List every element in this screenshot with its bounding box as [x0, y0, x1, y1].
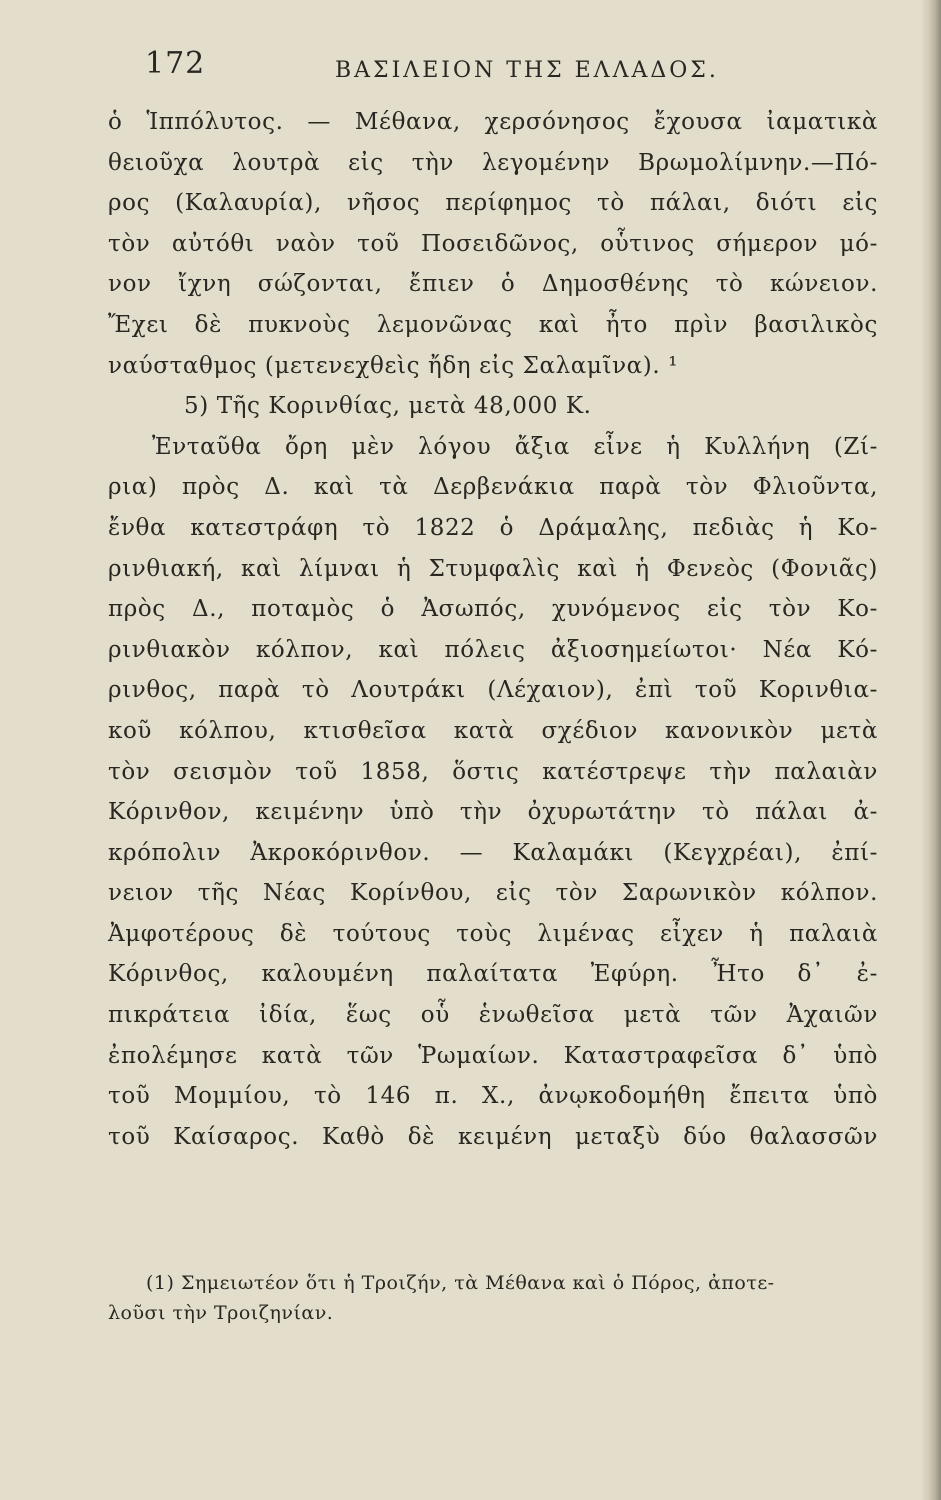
text-line: τὸν αὐτόθι ναὸν τοῦ Ποσειδῶνος, οὗτινος σήμερον μό-	[108, 230, 878, 257]
text-line: ρος (Καλαυρία), νῆσος περίφημος τὸ πάλαι, διότι εἰς	[108, 190, 878, 217]
page-body	[108, 102, 878, 1157]
text-line: τοῦ Καίσαρος. Καθὸ δὲ κειμένη μεταξὺ δύο θαλασσῶν	[108, 1123, 878, 1150]
text-line: ἔνθα κατεστράφη τὸ 1822 ὁ Δράμαλης, πεδιὰς ἡ Κο-	[108, 514, 878, 541]
text-line: Ἔχει δὲ πυκνοὺς λεμονῶνας καὶ ἦτο πρὶν βασιλικὸς	[108, 311, 878, 338]
text-line: ρινθος, παρὰ τὸ Λουτράκι (Λέχαιον), ἐπὶ τοῦ Κορινθια-	[108, 677, 878, 704]
text-line: κοῦ κόλπου, κτισθεῖσα κατὰ σχέδιον κανονικὸν μετὰ	[108, 717, 878, 744]
text-line: ρια) πρὸς Δ. καὶ τὰ Δερβενάκια παρὰ τὸν Φλιοῦντα,	[108, 474, 878, 501]
text-line: ναύσταθμος (μετενεχθεὶς ἤδη εἰς Σαλαμῖνα). ¹	[108, 352, 679, 379]
page-header	[145, 46, 885, 96]
text-line: κρόπολιν Ἀκροκόρινθον. — Καλαμάκι (Κεγχρέαι), ἐπί-	[108, 839, 878, 866]
page-number: 172	[145, 46, 206, 81]
text-line: Ἐνταῦθα ὄρη μὲν λόγου ἄξια εἶνε ἡ Κυλλήνη (Ζί-	[152, 433, 878, 460]
text-line: τὸν σεισμὸν τοῦ 1858, ὅστις κατέστρεψε τὴν παλαιὰν	[108, 758, 878, 785]
text-line: πικράτεια ἰδία, ἕως οὗ ἑνωθεῖσα μετὰ τῶν Ἀχαιῶν	[108, 1002, 878, 1029]
text-line: Κόρινθον, κειμένην ὑπὸ τὴν ὀχυρωτάτην τὸ πάλαι ἀ-	[108, 799, 878, 826]
running-head: ΒΑΣΙΛΕΙΟΝ ΤΗΣ ΕΛΛΑΔΟΣ.	[335, 58, 719, 83]
text-line: Κόρινθος, καλουμένη παλαίτατα Ἐφύρη. Ἦτο δ᾽ ἐ-	[108, 961, 878, 988]
section-heading: 5) Τῆς Κορινθίας, μετὰ 48,000 Κ.	[184, 393, 592, 420]
text-line: τοῦ Μομμίου, τὸ 146 π. Χ., ἀνῳκοδομήθη ἔπειτα ὑπὸ	[108, 1083, 878, 1110]
page-edge	[927, 0, 941, 1500]
text-line: ἐπολέμησε κατὰ τῶν Ῥωμαίων. Καταστραφεῖσα δ᾽ ὑπὸ	[108, 1042, 878, 1069]
text-line: νον ἴχνη σώζονται, ἔπιεν ὁ Δημοσθένης τὸ κώνειον.	[108, 271, 878, 298]
text-line: ρινθιακή, καὶ λίμναι ἡ Στυμφαλὶς καὶ ἡ Φενεὸς (Φονιᾶς)	[108, 555, 878, 582]
footnote-line: (1) Σημειωτέον ὅτι ἡ Τροιζήν, τὰ Μέθανα καὶ ὁ Πόρος, ἀποτε-	[146, 1272, 775, 1294]
text-line: νειον τῆς Νέας Κορίνθου, εἰς τὸν Σαρωνικὸν κόλπον.	[108, 880, 878, 907]
footnotes	[108, 1268, 878, 1328]
text-line: Ἀμφοτέρους δὲ τούτους τοὺς λιμένας εἶχεν ἡ παλαιὰ	[108, 920, 878, 947]
footnote-line: λοῦσι τὴν Τροιζηνίαν.	[108, 1302, 334, 1324]
text-line: ρινθιακὸν κόλπον, καὶ πόλεις ἀξιοσημείωτοι· Νέα Κό-	[108, 636, 878, 663]
text-line: ὁ Ἱππόλυτος. — Μέθανα, χερσόνησος ἔχουσα ἰαματικὰ	[108, 109, 878, 135]
text-line: πρὸς Δ., ποταμὸς ὁ Ἀσωπός, χυνόμενος εἰς τὸν Κο-	[108, 596, 878, 623]
text-line: θειοῦχα λουτρὰ εἰς τὴν λεγομένην Βρωμολίμνην.—Πό-	[108, 149, 878, 176]
